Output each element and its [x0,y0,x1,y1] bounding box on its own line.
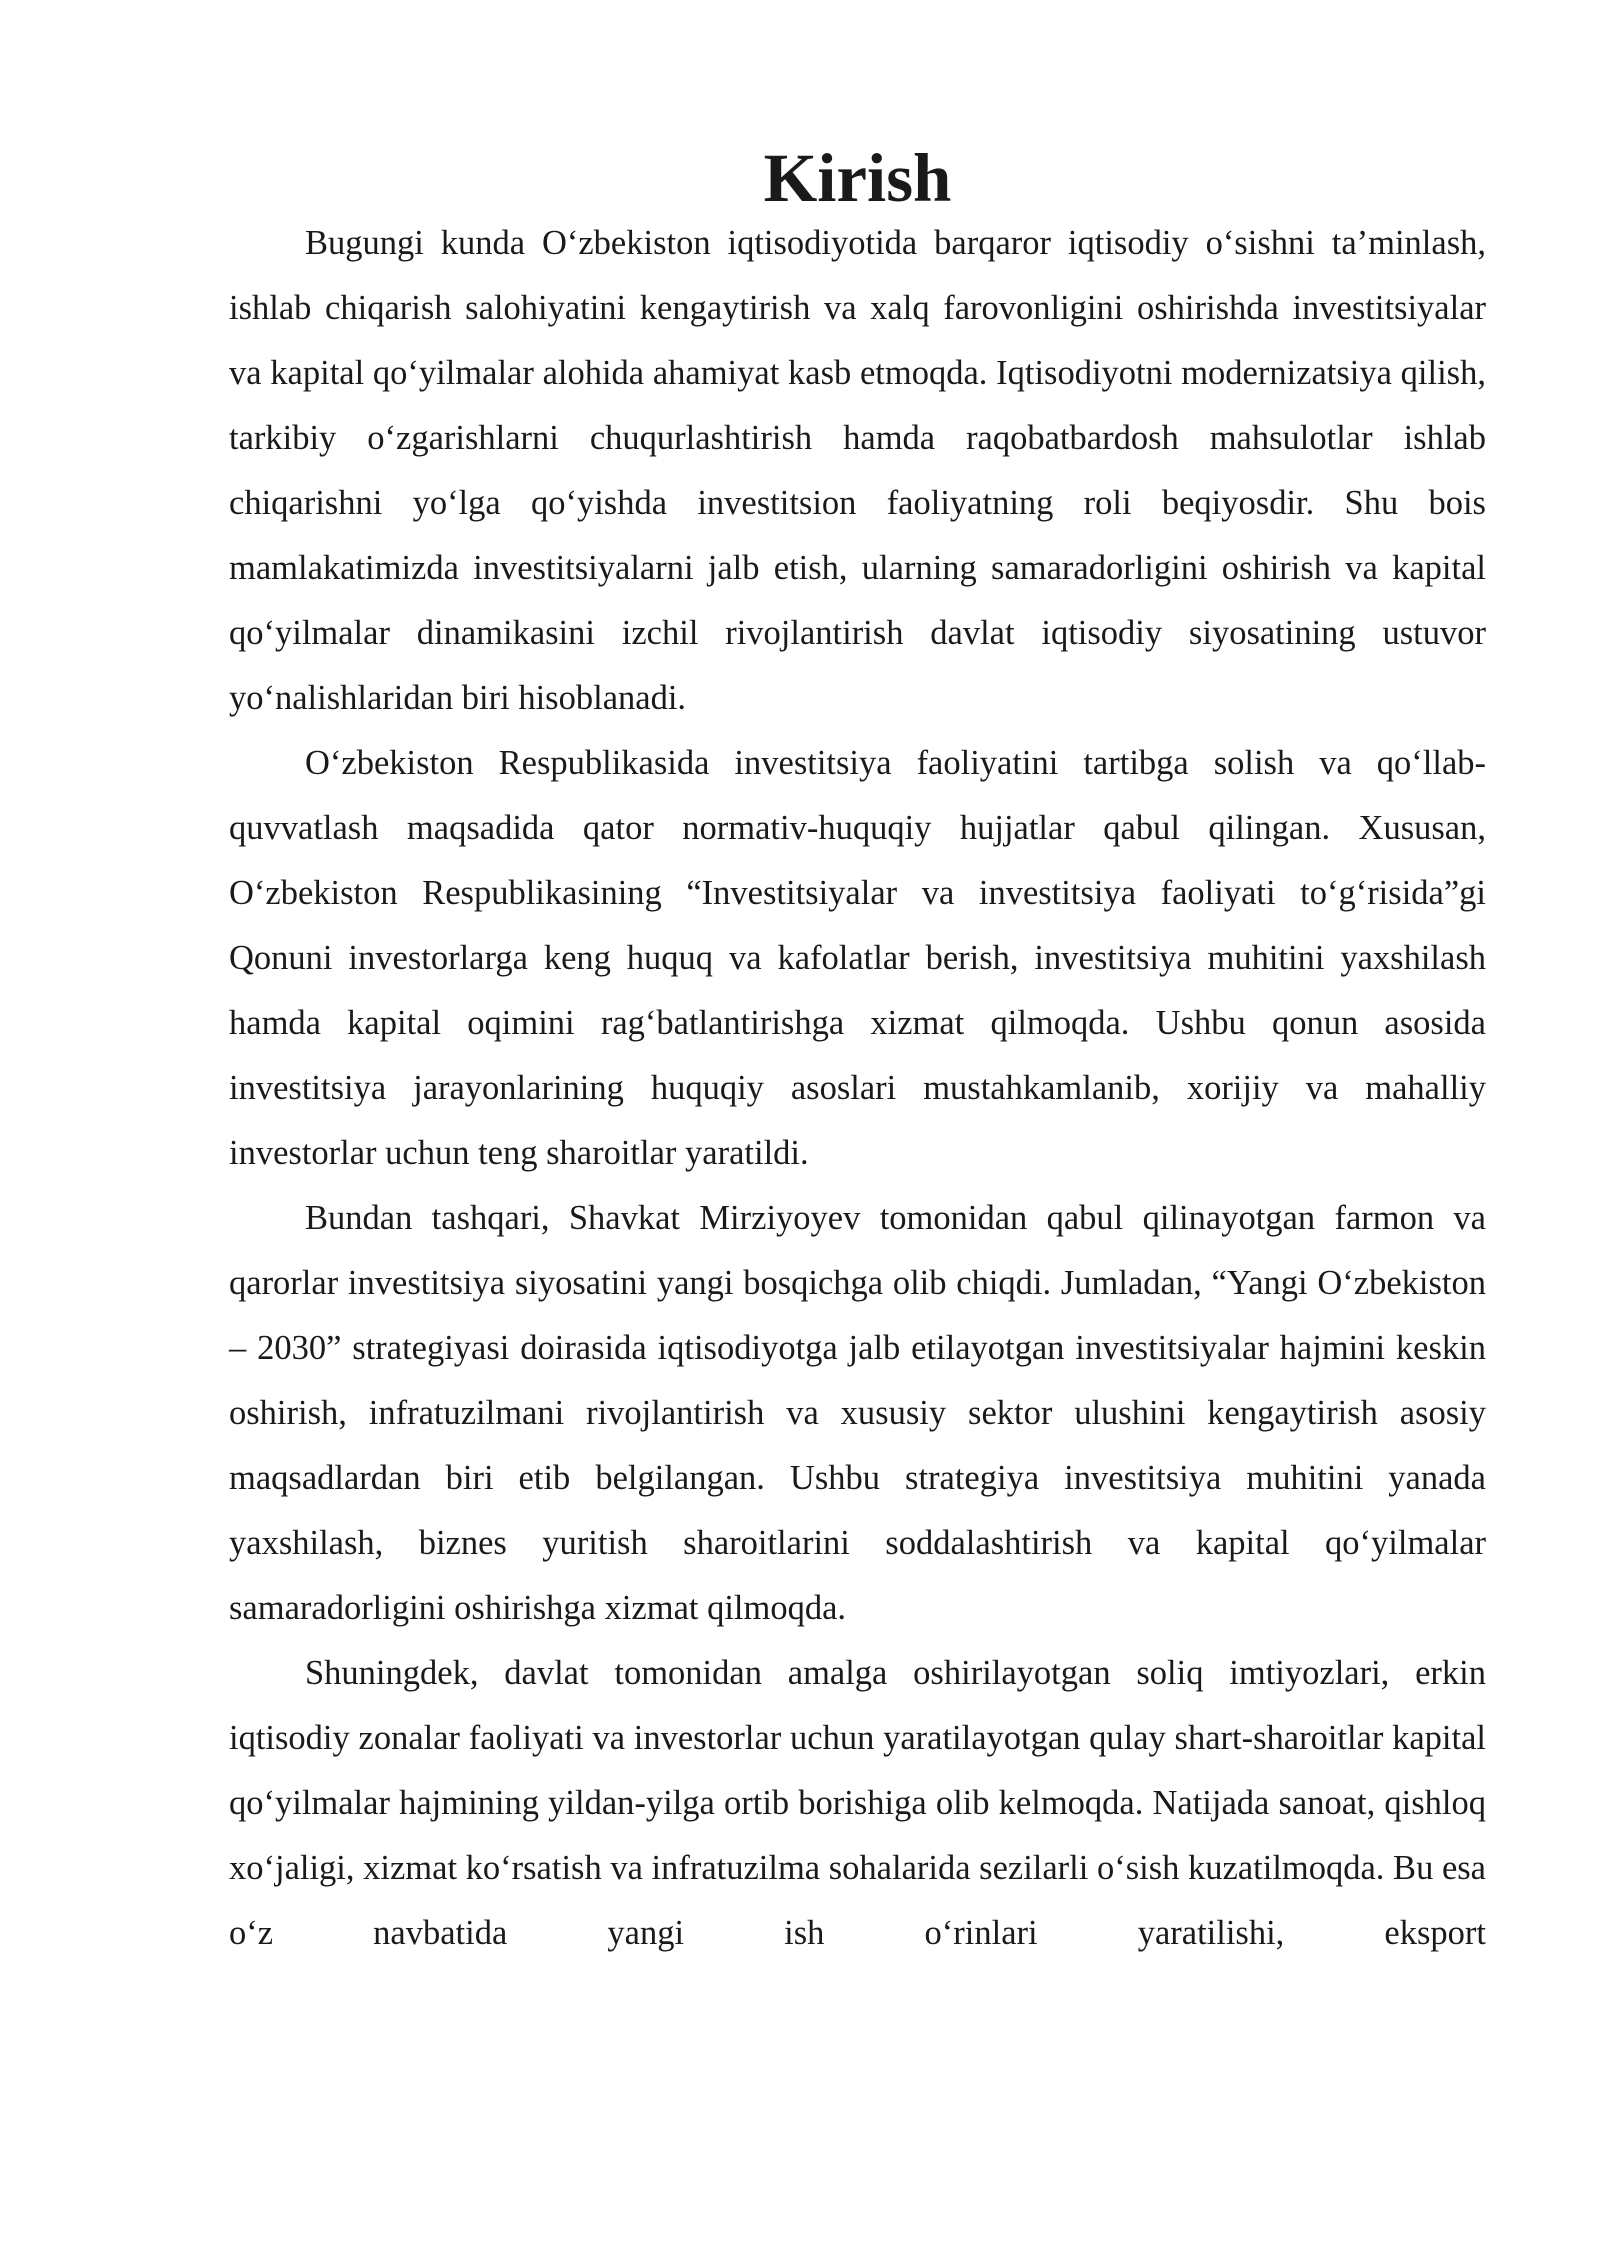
document-title: Kirish [763,140,952,216]
paragraph-3: Bundan tashqari, Shavkat Mirziyoyev tomonidan qabul qilinayotgan farmon va qarorlar investitsiya siyosatini yangi bosqichga olib chiqdi. Jumladan, “Yangi O‘zbekiston – 2030” strategiyasi doirasida iqtisodiyotga jalb etilayotgan investitsiyalar hajmini keskin oshirish, infratuzilmani rivojlantirish va xususiy sektor ulushini kengaytirish asosiy maqsadlardan biri etib belgilangan. Ushbu strategiya investitsiya muhitini yanada yaxshilash, biznes yuritish sharoitlarini soddalashtirish va kapital qo‘yilmalar samaradorligini oshirishga xizmat qilmoqda. [229,1199,1486,1627]
paragraph-2: O‘zbekiston Respublikasida investitsiya faoliyatini tartibga solish va qo‘llab-quvvatlash maqsadida qator normativ-huquqiy hujjatlar qabul qilingan. Xususan, O‘zbekiston Respublikasining “Investitsiyalar va investitsiya faoliyati to‘g‘risida”gi Qonuni investorlarga keng huquq va kafolatlar berish, investitsiya muhitini yaxshilash hamda kapital oqimini rag‘batlantirishga xizmat qilmoqda. Ushbu qonun asosida investitsiya jarayonlarining huquqiy asoslari mustahkamlanib, xorijiy va mahalliy investorlar uchun teng sharoitlar yaratildi. [229,744,1486,1172]
paragraph-1: Bugungi kunda O‘zbekiston iqtisodiyotida barqaror iqtisodiy o‘sishni ta’minlash, ishlab chiqarish salohiyatini kengaytirish va xalq farovonligini oshirishda investitsiyalar va kapital qo‘yilmalar alohida ahamiyat kasb etmoqda. Iqtisodiyotni modernizatsiya qilish, tarkibiy o‘zgarishlarni chuqurlashtirish hamda raqobatbardosh mahsulotlar ishlab chiqarishni yo‘lga qo‘yishda investitsion faoliyatning roli beqiyosdir. Shu bois mamlakatimizda investitsiyalarni jalb etish, ularning samaradorligini oshirish va kapital qo‘yilmalar dinamikasini izchil rivojlantirish davlat iqtisodiy siyosatining ustuvor yo‘nalishlaridan biri hisoblanadi. [229,224,1486,717]
document-body [229,140,1486,1966]
paragraph-4: Shuningdek, davlat tomonidan amalga oshirilayotgan soliq imtiyozlari, erkin iqtisodiy zonalar faoliyati va investorlar uchun yaratilayotgan qulay shart-sharoitlar kapital qo‘yilmalar hajmining yildan-yilga ortib borishiga olib kelmoqda. Natijada sanoat, qishloq xo‘jaligi, xizmat ko‘rsatish va infratuzilma sohalarida sezilarli o‘sish kuzatilmoqda. Bu esa o‘z navbatida yangi ish o‘rinlari yaratilishi, eksport [229,1654,1486,1952]
